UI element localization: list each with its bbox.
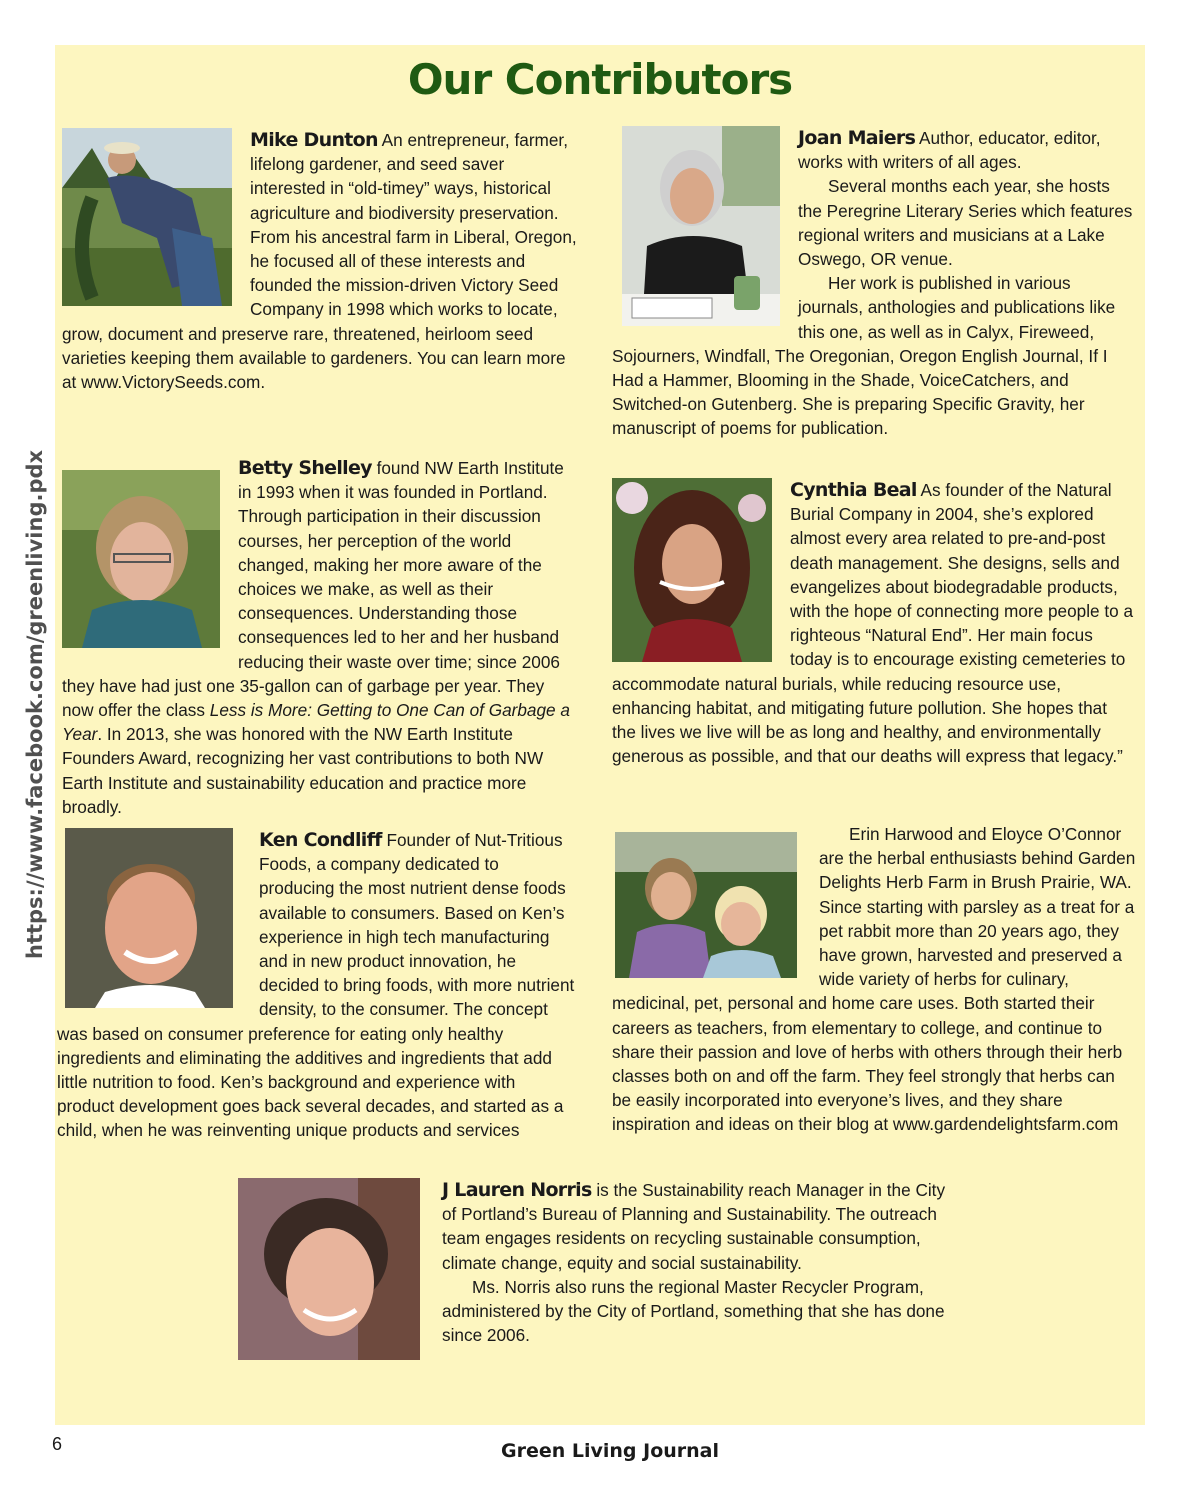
photo-garden-delights bbox=[615, 832, 797, 978]
name-cynthia-beal: Cynthia Beal bbox=[790, 479, 917, 501]
page-title: Our Contributors bbox=[407, 55, 793, 104]
photo-cynthia-beal bbox=[612, 478, 772, 662]
journal-name: Green Living Journal bbox=[500, 1440, 720, 1462]
bio-j-lauren-norris: J Lauren Norris is the Sustainability reach Manager in the City of Portland’s Bureau of Planning and Sustainability. The outreach team engages residents on recycling sustainable consumption, climate change, equity and social sustainability. Ms. Norris also runs the regional Master Recycler Program, administered by the City of Portland, something that she has done since 2006. bbox=[238, 1178, 958, 1364]
photo-ken-condliff bbox=[65, 828, 233, 1008]
name-j-lauren-norris: J Lauren Norris bbox=[442, 1179, 592, 1201]
bio-betty-shelley: Betty Shelley found NW Earth Institute in 1993 when it was founded in Portland. Through participation in their discussion courses, her perception of the world changed, making her more aware of the choices we make, as well as their consequences. Understanding those consequences led to her and her husband reducing their waste over time; since 2006 they have had just one 35-gallon can of garbage per year. They now offer the class Less is More: Getting to One Can of Garbage a Year. In 2013, she was honored with the NW Earth Institute Founders Award, recognizing her vast contributions to both NW Earth Institute and sustainability education and practice more broadly. bbox=[62, 457, 570, 817]
bio-ken-condliff: Ken Condliff Founder of Nut-Tritious Foods, a company dedicated to producing the most nutrient dense foods available to consumers. Based on Ken’s experience in high tech manufacturing and in new product innovation, he decided to bring foods, with more nutrient density, to the consumer. The concept was based on consumer preference for eating only healthy ingredients and eliminating the additives and ingredients that add little nutrition to food. Ken’s background and experience with product development goes back several decades, and started as a child, when he was reinventing unique products and services bbox=[57, 829, 575, 1141]
photo-betty-shelley bbox=[62, 470, 220, 648]
photo-j-lauren-norris bbox=[238, 1178, 420, 1360]
name-ken-condliff: Ken Condliff bbox=[259, 829, 382, 851]
photo-joan-maiers bbox=[622, 126, 780, 326]
facebook-url[interactable]: https://www.facebook.com/greenliving.pdx bbox=[23, 449, 47, 959]
name-mike-dunton: Mike Dunton bbox=[250, 129, 378, 151]
name-joan-maiers: Joan Maiers bbox=[798, 127, 916, 149]
bio-cynthia-beal: Cynthia Beal As founder of the Natural Burial Company in 2004, she’s explored almost every area related to pre-and-post death management. She designs, sells and evangelizes about biodegradable products, with the hope of connecting more people to a righteous “Natural End”. Her main focus today is to encourage existing cemeteries to accommodate natural burials, while reducing resource use, enhancing habitat, and mitigating future pollution. She hopes that the lives we live will be as long and healthy, and environmentally generous as possible, and that our deaths will express that legacy.” bbox=[612, 479, 1134, 767]
bio-joan-maiers: Joan Maiers Author, educator, editor, works with writers of all ages. Several months each year, she hosts the Peregrine Literary Series which features regional writers and musicians at a Lake Oswego, OR venue. Her work is published in various journals, anthologies and publications like this one, as well as in Calyx, Fireweed, Sojourners, Windfall, The Oregonian, Oregon English Journal, If I Had a Hammer, Blooming in the Shade, VoiceCatchers, and Switched-on Gutenberg. She is preparing Specific Gravity, her manuscript of poems for publication. bbox=[612, 127, 1133, 439]
bio-mike-dunton: Mike Dunton An entrepreneur, farmer, lifelong gardener, and seed saver interested in “old-timey” ways, historical agriculture and biodiversity preservation. From his ancestral farm in Liberal, Oregon, he focused all of these interests and founded the mission-driven Victory Seed Company in 1998 which works to locate, grow, document and preserve rare, threatened, heirloom seed varieties keeping them available to gardeners. You can learn more at www.VictorySeeds.com. bbox=[62, 129, 577, 393]
photo-mike-dunton bbox=[62, 128, 232, 306]
bio-garden-delights: Erin Harwood and Eloyce O’Connor are the herbal enthusiasts behind Garden Delights Herb Farm in Brush Prairie, WA. Since starting with parsley as a treat for a pet rabbit more than 20 years ago, they have grown, harvested and preserved a wide variety of herbs for culinary, medicinal, pet, personal and home care uses. Both started their careers as teachers, from elementary to college, and continue to share their passion and love of herbs with others through their herb classes both on and off the farm. They feel strongly that herbs can be easily incorporated into everyone’s lives, and they share inspiration and ideas on their blog at www.gardendelightsfarm.com bbox=[612, 824, 1136, 1135]
name-betty-shelley: Betty Shelley bbox=[238, 457, 372, 479]
page-number: 6 bbox=[52, 1434, 63, 1454]
